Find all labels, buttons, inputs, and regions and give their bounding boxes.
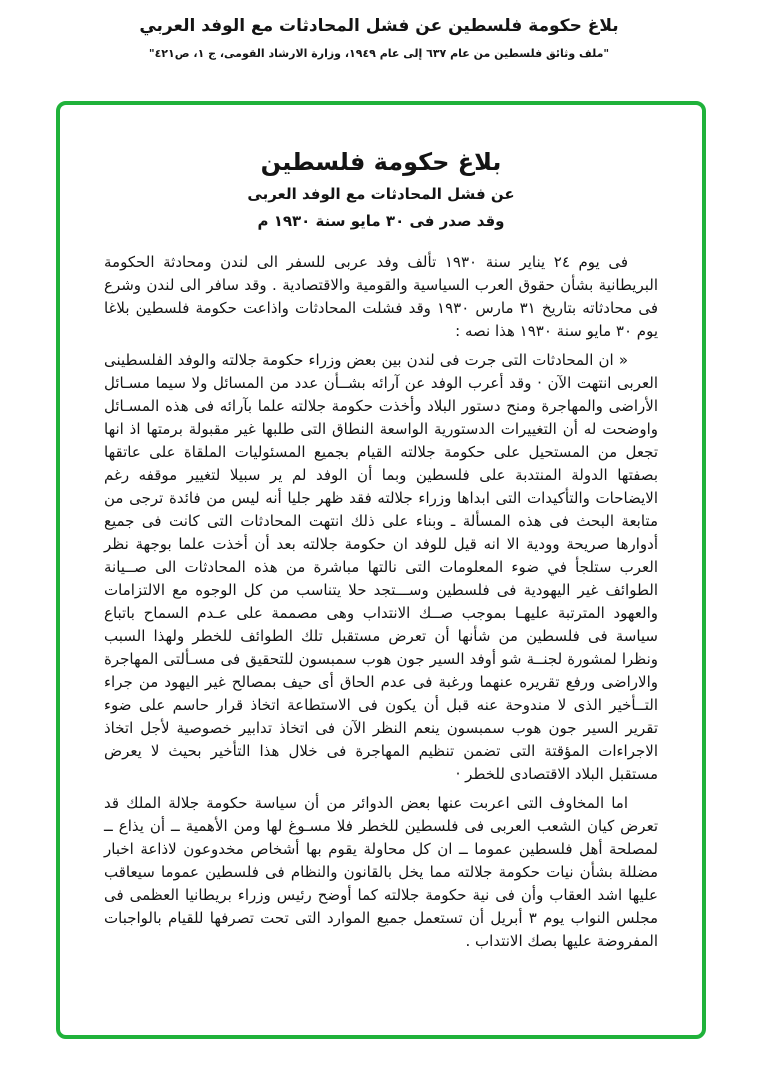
- page-header: [0, 16, 758, 60]
- page-header-title: بلاغ حكومة فلسطين عن فشل المحادثات مع الوفد العربي: [139, 16, 619, 36]
- document-content: [104, 147, 658, 959]
- document-title: بلاغ حكومة فلسطين: [260, 148, 502, 176]
- document-frame: [56, 101, 706, 1039]
- page-header-citation: "ملف وثائق فلسطين من عام ٦٣٧ إلى عام ١٩٤٩، وزارة الارشاد القومى، ج ١، ص٤٢١": [148, 47, 610, 60]
- document-subtitle: عن فشل المحادثات مع الوفد العربى: [247, 185, 515, 203]
- document-paragraph: اما المخاوف التى اعربت عنها بعض الدوائر من أن سياسة حكومة جلالة الملك قد تعرض كيان الشعب العربى فى فلسطين للخطر فلا مسـوغ لها ومن الأهمية ــ أن يذاع ــ لمصلحة أهل فلسطين عموما ــ ان كل محاولة يقوم بها أشخاص مخدوعون لاذاعة اخبار مضللة بشأن نيات حكومة جلالته مما يخل بالقانون والنظام فى فلسطين عموما سيعاقب عليها اشد العقاب وأن فى نية حكومة جلالته كما أوضح رئيس وزراء بريطانيا العظمى فى مجلس النواب يوم ٣ أبريل أن تستعمل جميع الموارد التى تحت تصرفها للقيام بالواجبات المفروضة عليها بصك الانتداب .: [104, 794, 658, 950]
- document-dateline: وقد صدر فى ٣٠ مايو سنة ١٩٣٠ م: [257, 212, 505, 230]
- document-paragraph: فى يوم ٢٤ يناير سنة ١٩٣٠ تألف وفد عربى للسفر الى لندن ومحادثة الحكومة البريطانية بشأن حقوق العرب السياسية والقومية والاقتصادية . وقد سافر الى لندن وشرع فى محادثاته بتاريخ ٣١ مارس ١٩٣٠ وقد فشلت المحادثات واذاعت حكومة فلسطين بلاغا يوم ٣٠ مايو سنة ١٩٣٠ هذا نصه :: [104, 253, 659, 340]
- document-paragraph: « ان المحادثات التى جرت فى لندن بين بعض وزراء حكومة جلالته والوفد الفلسطينى العربى انتهت الآن · وقد أعرب الوفد عن آرائه بشــأن عدد من المسائل ولا سيما مسـائل الأراضى والمهاجرة ومنح دستور البلاد وأخذت حكومة جلالته علما بآرائه فى هذه المسـائل واوضحت له أن التغييرات الدستورية الواسعة النطاق التى طلبها غير مقبولة برمتها اذ انها تجعل من المستحيل على حكومة جلالته القيام بجميع المسئوليات الملقاة على عاتقها بصفتها الدولة المنتدبة على فلسطين وبما أن الوفد لم ير سبيلا لتغيير موقفه رغم الايضاحات والتأكيدات التى ابداها وزراء جلالته فقد ظهر جليا أنه ليس من فائدة ترجى من متابعة البحث فى هذه المسألة ـ وبناء على ذلك انتهت المحادثات التى كانت فى جميع أدوارها صريحة وودية الا انه قيل للوفد ان حكومة جلالته بعد أن أخذت علما بوجهة نظر العرب ستلجأ في ضوء المعلومات التى نالتها مباشرة من هذه المحادثات الى صــيانة الطوائف غير اليهودية فى فلسطين وســـتجد حلا يتناسب من كل الوجوه مع الالتزامات والعهود المترتبة عليهـا بموجب صــك الانتداب وهى مصممة على عـدم السماح باتباع سياسة فى فلسطين من شأنها أن تعرض مستقبل تلك الطوائف للخطر ولهذا السبب ونظرا لمشورة لجنــة شو أوفد السير جون هوب سمبسون للتحقيق فى مسـألتى المهاجرة والاراضى ورفع تقريره عنهما ورغبة فى عدم الحاق أى حيف بمصالح غير اليهود من جراء التــأخير الذى لا مندوحة عنه قبل أن يكون فى الاستطاعة اتخاذ قرار حاسم على ضوء تقرير السير جون هوب سمبسون ينعم النظر الآن فى اتخاذ تدابير خصوصية لأجل اتخاذ الاجراءات المؤقتة التى تضمن تنظيم المهاجرة فى خلال هذا التأخير بحيث لا يعرض مستقبل البلاد الاقتصادى للخطر ·: [104, 351, 658, 783]
- document-body: [104, 251, 658, 953]
